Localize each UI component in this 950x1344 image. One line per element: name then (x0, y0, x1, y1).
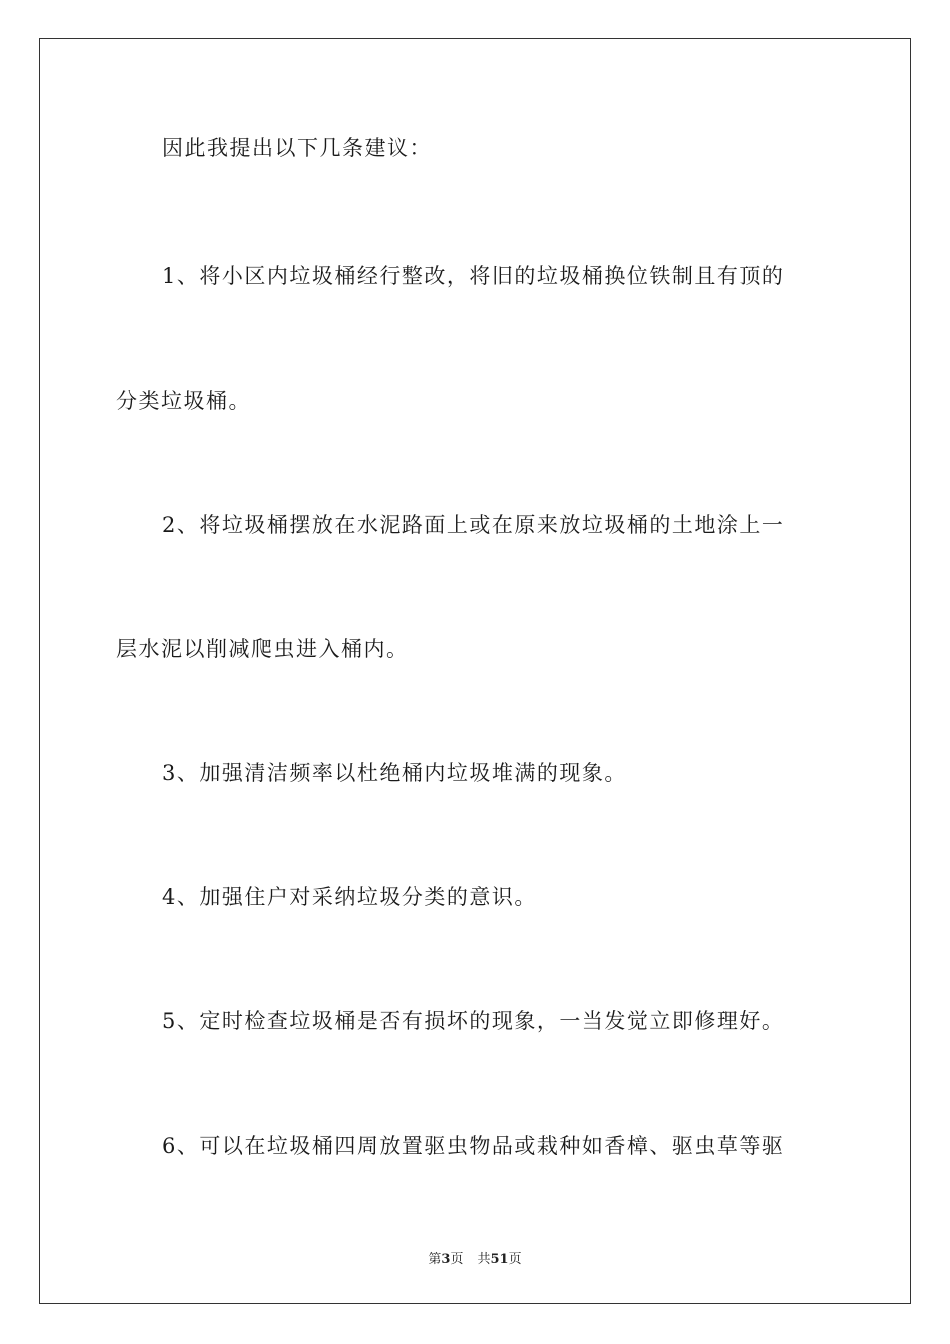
total-suffix: 页 (508, 1252, 522, 1267)
page-prefix: 第 (428, 1252, 442, 1267)
page-border (39, 38, 911, 1304)
page-current: 3 (441, 1252, 451, 1267)
total-prefix: 共 (477, 1252, 491, 1267)
page-suffix: 页 (450, 1252, 464, 1267)
suggestion-1-line-2: 分类垃圾桶。 (116, 389, 251, 413)
page-footer (0, 1248, 950, 1267)
paragraph-intro: 因此我提出以下几条建议： (162, 136, 432, 160)
suggestion-3: 3、加强清洁频率以杜绝桶内垃圾堆满的现象。 (162, 761, 627, 785)
page-total: 51 (490, 1252, 509, 1267)
suggestion-6-line-1: 6、可以在垃圾桶四周放置驱虫物品或栽种如香樟、驱虫草等驱 (162, 1134, 785, 1158)
suggestion-4: 4、加强住户对采纳垃圾分类的意识。 (162, 885, 537, 909)
suggestion-2-line-2: 层水泥以削减爬虫进入桶内。 (116, 637, 409, 661)
suggestion-5: 5、定时检查垃圾桶是否有损坏的现象，一当发觉立即修理好。 (162, 1009, 785, 1033)
suggestion-1-line-1: 1、将小区内垃圾桶经行整改，将旧的垃圾桶换位铁制且有顶的 (162, 264, 785, 288)
suggestion-2-line-1: 2、将垃圾桶摆放在水泥路面上或在原来放垃圾桶的土地涂上一 (162, 513, 785, 537)
